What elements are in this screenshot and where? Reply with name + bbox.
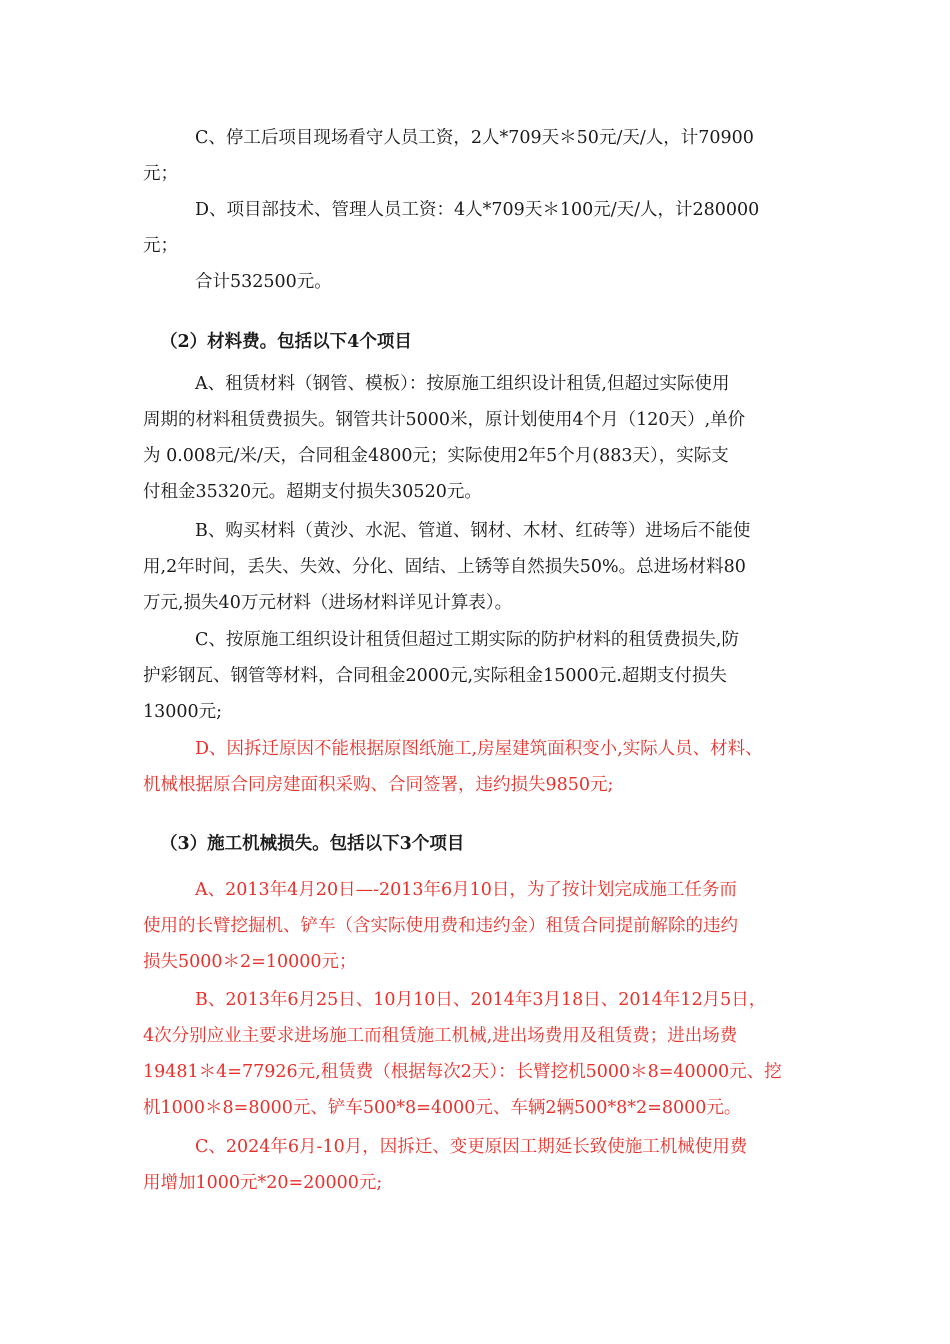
machinery-item-a [143,872,813,980]
materials-item-c-line-1: C、按原施工组织设计租赁但超过工期实际的防护材料的租赁费损失,防 [195,630,739,650]
labor-item-c [143,120,813,192]
materials-item-a-line-2: 周期的材料租赁费损失。钢管共计5000米，原计划使用4个月（120天）,单价 [143,410,746,430]
labor-item-d-line-2: 元； [143,236,178,256]
materials-item-c-line-3: 13000元; [143,702,223,722]
labor-item-d [143,192,813,264]
machinery-item-a-line-1: A、2013年4月20日—-2013年6月10日，为了按计划完成施工任务而 [195,880,737,900]
machinery-item-a-line-3: 损失5000＊2=10000元； [143,952,357,972]
materials-item-d-line-2: 机械根据原合同房建面积采购、合同签署，违约损失9850元; [143,775,614,795]
materials-heading: （2）材料费。包括以下4个项目 [160,332,412,352]
machinery-item-b-line-4: 机1000＊8=8000元、铲车500*8=4000元、车辆2辆500*8*2=8000元。 [143,1098,742,1118]
materials-item-b-line-1: B、购买材料（黄沙、水泥、管道、钢材、木材、红砖等）进场后不能使 [195,521,751,541]
machinery-item-b [143,982,813,1126]
machinery-item-b-line-1: B、2013年6月25日、10月10日、2014年3月18日、2014年12月5日， [195,990,767,1010]
machinery-item-b-line-2: 4次分别应业主要求进场施工而租赁施工机械,进出场费用及租赁费；进出场费 [143,1026,738,1046]
materials-item-a [143,366,813,510]
materials-item-a-line-1: A、租赁材料（钢管、模板）：按原施工组织设计租赁,但超过实际使用 [195,374,730,394]
machinery-item-c-line-2: 用增加1000元*20=20000元; [143,1173,383,1193]
labor-item-d-line-1: D、项目部技术、管理人员工资：4人*709天＊100元/天/人，计280000 [195,200,760,220]
materials-item-d [143,731,813,803]
labor-total-line: 合计532500元。 [195,272,332,292]
machinery-item-c [143,1129,813,1201]
materials-item-a-line-4: 付租金35320元。超期支付损失30520元。 [143,482,482,502]
materials-item-d-line-1: D、因拆迁原因不能根据原图纸施工,房屋建筑面积变小,实际人员、材料、 [195,739,763,759]
materials-item-c [143,622,813,730]
labor-item-c-line-1: C、停工后项目现场看守人员工资，2人*709天＊50元/天/人，计70900 [195,128,754,148]
machinery-heading: （3）施工机械损失。包括以下3个项目 [160,834,465,854]
materials-item-b-line-2: 用,2年时间，丢失、失效、分化、固结、上锈等自然损失50%。总进场材料80 [143,557,746,577]
materials-item-a-line-3: 为 0.008元/米/天，合同租金4800元；实际使用2年5个月(883天），实际支 [143,446,729,466]
machinery-item-a-line-2: 使用的长臂挖掘机、铲车（含实际使用费和违约金）租赁合同提前解除的违约 [143,916,738,936]
materials-item-b [143,513,813,621]
machinery-item-c-line-1: C、2024年6月-10月，因拆迁、变更原因工期延长致使施工机械使用费 [195,1137,748,1157]
materials-item-b-line-3: 万元,损失40万元材料（进场材料详见计算表）。 [143,593,513,613]
machinery-item-b-line-3: 19481＊4=77926元,租赁费（根据每次2天）：长臂挖机5000＊8=40000元、挖 [143,1062,782,1082]
labor-item-c-line-2: 元； [143,164,178,184]
labor-total [143,264,813,300]
materials-item-c-line-2: 护彩钢瓦、钢管等材料，合同租金2000元,实际租金15000元.超期支付损失 [143,666,727,686]
